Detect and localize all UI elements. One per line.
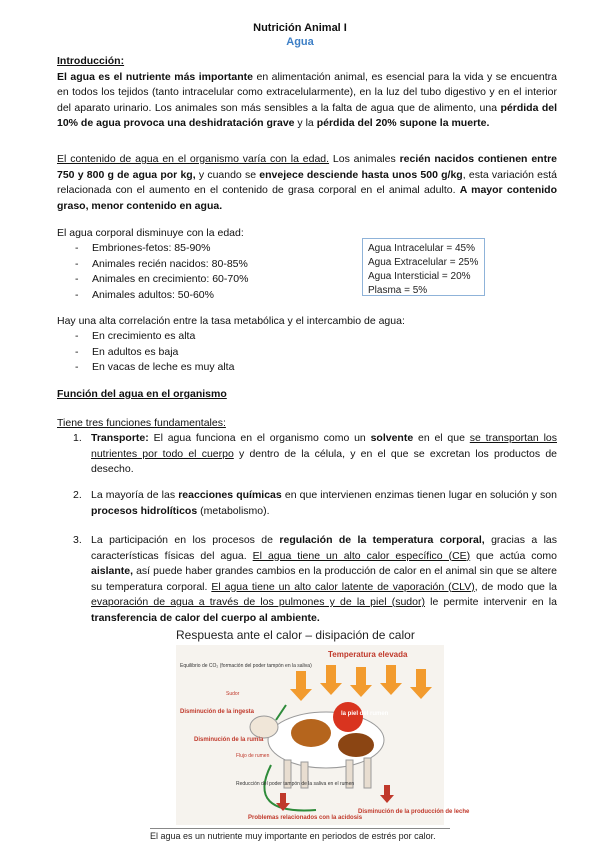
item-bold: reacciones químicas	[178, 489, 282, 501]
intro-paragraph	[57, 54, 557, 132]
intro-bold-1: El agua es el nutriente más importante	[57, 70, 253, 83]
list-item: - Animales adultos: 50-60%	[75, 288, 248, 304]
intro-text-1: en alimentación animal, es esencial para la vida y se encuentra en todos los tejidos (tanto intracelular como extracelularmente), en la luz del tubo digestivo y en el interior del aparato urinario. Los animales son más sensibles a la falta de agua que de alimento, una	[57, 70, 557, 114]
function-heading-text: Función del agua en el organismo	[57, 388, 227, 400]
figure-title: Respuesta ante el calor – disipación de calor	[176, 628, 415, 642]
age-bold-3: A mayor contenido graso, menor contenido en agua.	[57, 184, 557, 212]
age-list-lead: El agua corporal disminuye con la edad:	[57, 227, 244, 239]
item-underline: El agua tiene un alto calor latente de vaporación (CLV)	[211, 580, 475, 593]
label-ingesta: Disminución de la ingesta	[180, 709, 255, 715]
age-list	[75, 241, 248, 303]
document-title: Nutrición Animal I	[253, 22, 347, 34]
item-text	[57, 488, 557, 519]
age-text-3: , esta variación está relacionada con el aumento en el contenido de grasa corporal en el animal adulto.	[57, 168, 557, 196]
list-item: - En vacas de leche es muy alta	[75, 360, 234, 376]
figure-caption: El agua es un nutriente muy importante en periodos de estrés por calor.	[150, 828, 450, 841]
function-item-1	[57, 431, 557, 478]
item-span: así puede haber grandes cambios en la producción de calor en el animal sin que se altere su temperatura corporal.	[91, 565, 557, 593]
label-rumia: Disminución de la rumia	[194, 737, 264, 743]
label-leche: Disminución de la producción de leche	[358, 809, 470, 815]
water-box-line: Agua Extracelular = 25%	[368, 257, 479, 268]
item-span: La participación en los procesos de	[91, 534, 280, 546]
label-flujo: Flujo de rumen	[236, 753, 270, 759]
item-span: El agua funciona en el organismo como un	[148, 432, 371, 444]
item-bold: Transporte:	[91, 432, 149, 444]
item-span: , de modo que la	[474, 580, 557, 593]
function-lead	[57, 416, 557, 432]
label-reduccion: Reducción del poder tampón de la saliva en el rumen	[236, 781, 355, 787]
item-text	[57, 533, 557, 626]
item-span: y dentro de la célula, y en el que se excretan los productos de desecho.	[91, 447, 557, 475]
item-underline: se transportan los nutrientes por todo el cuerpo	[91, 432, 557, 460]
metabolic-list	[75, 329, 234, 376]
item-span: gracias a las características físicas del agua.	[91, 534, 557, 562]
item-underline: evaporación de agua a través de los pulmones y de la piel (sudor)	[91, 596, 425, 608]
list-item: - En adultos es baja	[75, 345, 234, 361]
age-text-1: Los animales	[329, 153, 400, 165]
water-distribution-box	[362, 238, 485, 296]
list-item: - En crecimiento es alta	[75, 329, 234, 345]
function-heading	[57, 387, 557, 403]
document-subtitle: Agua	[286, 36, 314, 48]
label-piel: la piel del rumen	[341, 711, 389, 717]
heat-stress-figure	[176, 645, 470, 825]
function-lead-text: Tiene tres funciones fundamentales:	[57, 417, 226, 429]
intro-bold-2: pérdida del 10% de agua provoca una deshidratación grave	[57, 101, 558, 129]
age-underline: El contenido de agua en el organismo varía con la edad.	[57, 153, 330, 165]
item-span: (metabolismo).	[197, 504, 270, 517]
list-item: - Embriones-fetos: 85-90%	[75, 241, 248, 257]
intro-text-2: y la	[294, 117, 317, 129]
water-box-line: Agua Intracelular = 45%	[368, 243, 476, 254]
item-span: en el que	[413, 432, 470, 444]
label-equilibrio: Equilibrio de CO₂ (formación del poder tampón en la saliva)	[180, 663, 312, 669]
intro-heading: Introducción:	[57, 55, 125, 67]
item-bold: aislante,	[91, 565, 134, 577]
item-text	[57, 431, 557, 478]
item-bold: transferencia de calor del cuerpo al ambiente.	[91, 611, 320, 624]
label-temp: Temperatura elevada	[328, 650, 408, 659]
age-bold-2: envejece desciende hasta unos 500 g/kg	[259, 168, 463, 181]
water-box-line: Agua Intersticial = 20%	[368, 271, 471, 282]
item-bold: regulación de la temperatura corporal,	[279, 534, 485, 546]
function-item-2	[57, 488, 557, 519]
water-box-line: Plasma = 5%	[368, 285, 428, 296]
item-number: 3.	[73, 534, 82, 546]
list-item: - Animales en crecimiento: 60-70%	[75, 272, 248, 288]
label-acidosis: Problemas relacionados con la acidosis	[248, 815, 363, 821]
item-number: 1.	[73, 432, 82, 444]
function-item-3	[57, 533, 557, 626]
metabolic-lead: Hay una alta correlación entre la tasa metabólica y el intercambio de agua:	[57, 315, 405, 327]
item-span: que actúa como	[470, 549, 557, 562]
list-item: - Animales recién nacidos: 80-85%	[75, 257, 248, 273]
item-span: le permite intervenir en la	[424, 596, 557, 608]
label-sudor: Sudor	[226, 691, 240, 697]
intro-bold-3: pérdida del 20% supone la muerte.	[316, 117, 490, 129]
item-number: 2.	[73, 489, 82, 501]
age-paragraph	[57, 152, 557, 214]
item-bold: procesos hidrolíticos	[91, 504, 198, 517]
rumen-circle	[333, 702, 363, 732]
item-span: La mayoría de las	[91, 489, 179, 501]
age-bold-1: recién nacidos contienen entre 750 y 800 g de agua por kg,	[57, 153, 557, 181]
item-bold: solvente	[370, 432, 414, 444]
item-underline: El agua tiene un alto calor específico (CE)	[252, 549, 471, 562]
item-span: en que intervienen enzimas tienen lugar en solución y son	[281, 489, 557, 501]
age-text-2: y cuando se	[195, 168, 260, 181]
